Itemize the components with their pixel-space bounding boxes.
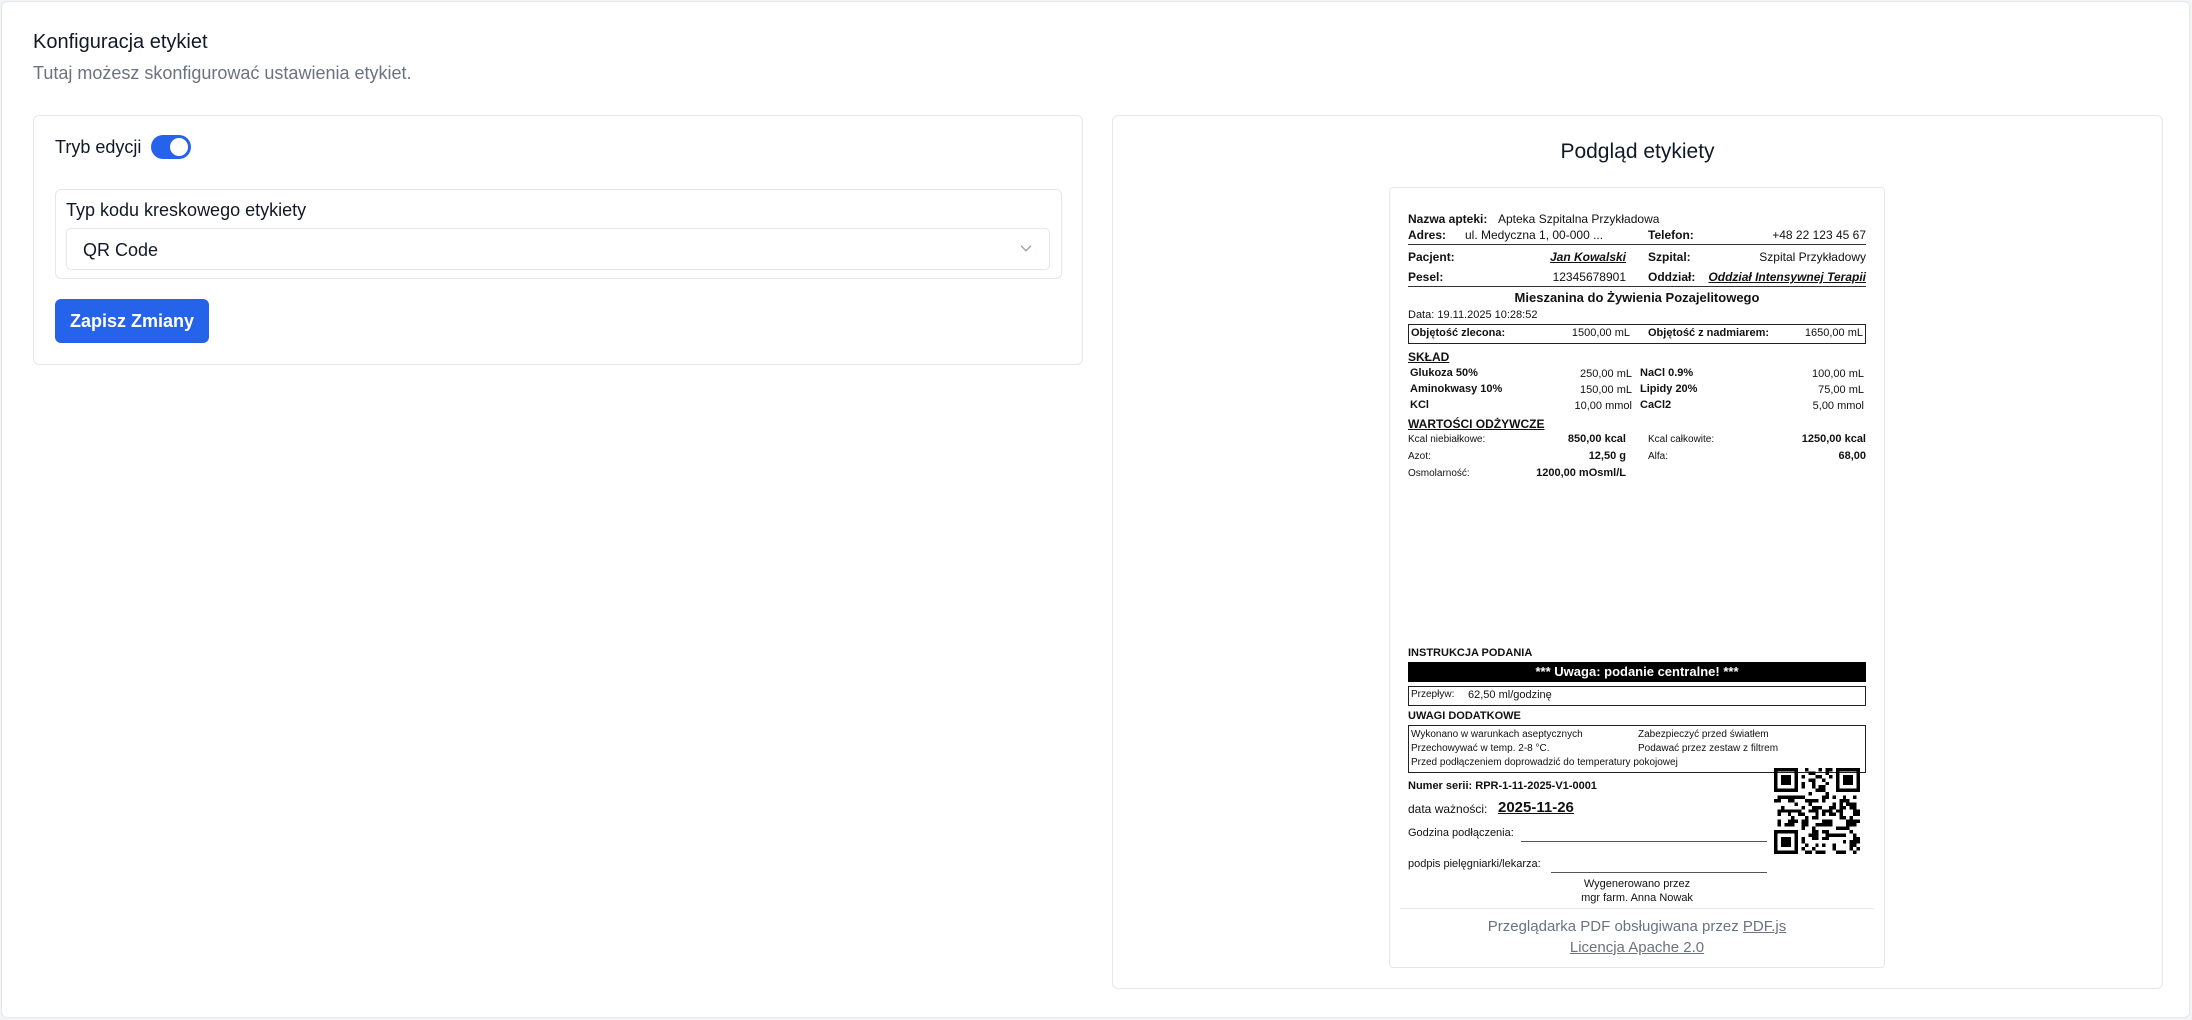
pharmacy-name-label: Nazwa apteki: [1408,212,1488,226]
preview-card [1112,115,2163,989]
patient-name: Jan Kowalski [1549,250,1626,264]
composition-value: 75,00 mL [1818,384,1864,396]
alpha-label: Alfa: [1648,451,1669,462]
flow-label: Przepływ: [1411,689,1455,700]
instruction-title: INSTRUKCJA PODANIA [1408,647,1533,659]
settings-card [33,115,1083,365]
composition-value: 150,00 mL [1580,384,1632,396]
signature-line [1551,872,1767,873]
ward: Oddział Intensywnej Terapii [1708,270,1866,284]
viewer-footer-text: Przeglądarka PDF obsługiwana przez [1487,918,1739,935]
hospital: Szpital Przykładowy [1759,250,1866,264]
nutrition-title: WARTOŚCI ODŻYWCZE [1408,417,1545,431]
composition-name: Aminokwasy 10% [1410,383,1503,395]
toggle-knob [170,138,188,156]
edit-mode-row [55,135,191,159]
expiry-label: data ważności: [1408,802,1488,816]
osmolarity-label: Osmolarność: [1408,468,1470,479]
preview-title: Podgląd etykiety [1560,140,1715,163]
chevron-down-icon [1017,239,1035,257]
pharmacist-name: mgr farm. Anna Nowak [1581,892,1693,904]
composition-name: Glukoza 50% [1410,367,1478,379]
note-text: Przed podłączeniem doprowadzić do temperatury pokojowej [1411,757,1678,768]
volume-ordered-label: Objętość zlecona: [1411,327,1506,339]
pharmacy-name: Apteka Szpitalna Przykładowa [1498,212,1660,226]
serial-number: Numer serii: RPR-1-11-2025-V1-0001 [1408,780,1597,792]
divider [1408,286,1866,287]
volume-ordered: 1500,00 mL [1571,327,1630,339]
signature-label: podpis pielęgniarki/lekarza: [1408,858,1541,870]
page-title: Konfiguracja etykiet [33,31,208,53]
address: ul. Medyczna 1, 00-000 ... [1465,228,1604,242]
barcode-type-select[interactable] [66,228,1050,270]
nitrogen-label: Azot: [1408,451,1431,462]
divider [1408,244,1866,245]
generated-by: Wygenerowano przez [1583,878,1691,890]
hospital-label: Szpital: [1648,250,1691,264]
composition-name: Lipidy 20% [1640,383,1698,395]
viewer-footer-divider [1400,908,1874,909]
note-text: Przechowywać w temp. 2-8 °C. [1411,743,1550,754]
expiry-date: 2025-11-26 [1498,799,1574,816]
page [1,1,2190,1018]
alpha: 68,00 [1838,450,1866,462]
composition-name: CaCl2 [1640,399,1672,411]
connect-time-label: Godzina podłączenia: [1408,827,1514,839]
nitrogen: 12,50 g [1588,450,1626,462]
phone-label: Telefon: [1648,228,1694,242]
pesel: 12345678901 [1552,270,1626,284]
page-subtitle: Tutaj możesz skonfigurować ustawienia etykiet. [33,63,412,83]
note-text: Zabezpieczyć przed światłem [1638,729,1769,740]
qr-code [1774,768,1860,854]
pdfjs-link[interactable]: PDF.js [1742,918,1787,935]
viewer-license [1390,939,1884,956]
composition-name: KCl [1410,399,1429,411]
notes-title: UWAGI DODATKOWE [1408,710,1521,722]
flow-value: 62,50 ml/godzinę [1468,689,1552,701]
label-date: Data: 19.11.2025 10:28:52 [1408,309,1538,321]
composition-value: 10,00 mmol [1574,400,1632,412]
barcode-type-value: QR Code [83,240,159,260]
note-text: Wykonano w warunkach aseptycznych [1411,729,1583,740]
phone: +48 22 123 45 67 [1772,228,1866,242]
warning-banner: *** Uwaga: podanie centralne! *** [1408,662,1866,682]
kcal-total-label: Kcal całkowite: [1648,434,1715,445]
pesel-label: Pesel: [1408,270,1444,284]
composition-name: NaCl 0.9% [1640,367,1694,379]
osmolarity: 1200,00 mOsml/L [1536,467,1626,479]
composition-value: 250,00 mL [1580,368,1632,380]
kcal-nonprotein-label: Kcal niebiałkowe: [1408,434,1486,445]
license-link[interactable]: Licencja Apache 2.0 [1569,939,1705,956]
composition-title: SKŁAD [1408,350,1450,364]
pdf-viewer[interactable] [1389,187,1885,968]
volume-excess-label: Objętość z nadmiarem: [1648,327,1770,339]
barcode-type-label: Typ kodu kreskowego etykiety [66,200,307,220]
patient-label: Pacjent: [1408,250,1455,264]
volume-excess: 1650,00 mL [1804,327,1863,339]
connect-time-line [1521,841,1767,842]
viewer-footer [1390,918,1884,935]
address-label: Adres: [1408,228,1447,242]
composition-value: 100,00 mL [1812,368,1864,380]
barcode-type-field [55,189,1062,279]
edit-mode-toggle[interactable] [151,135,191,159]
composition-value: 5,00 mmol [1812,400,1864,412]
kcal-nonprotein: 850,00 kcal [1567,433,1626,445]
edit-mode-label: Tryb edycji [55,136,142,157]
note-text: Podawać przez zestaw z filtrem [1638,743,1779,754]
kcal-total: 1250,00 kcal [1801,433,1866,445]
ward-label: Oddział: [1648,270,1696,284]
save-changes-button[interactable]: Zapisz Zmiany [55,299,209,343]
mixture-title: Mieszanina do Żywienia Pozajelitowego [1514,290,1760,305]
